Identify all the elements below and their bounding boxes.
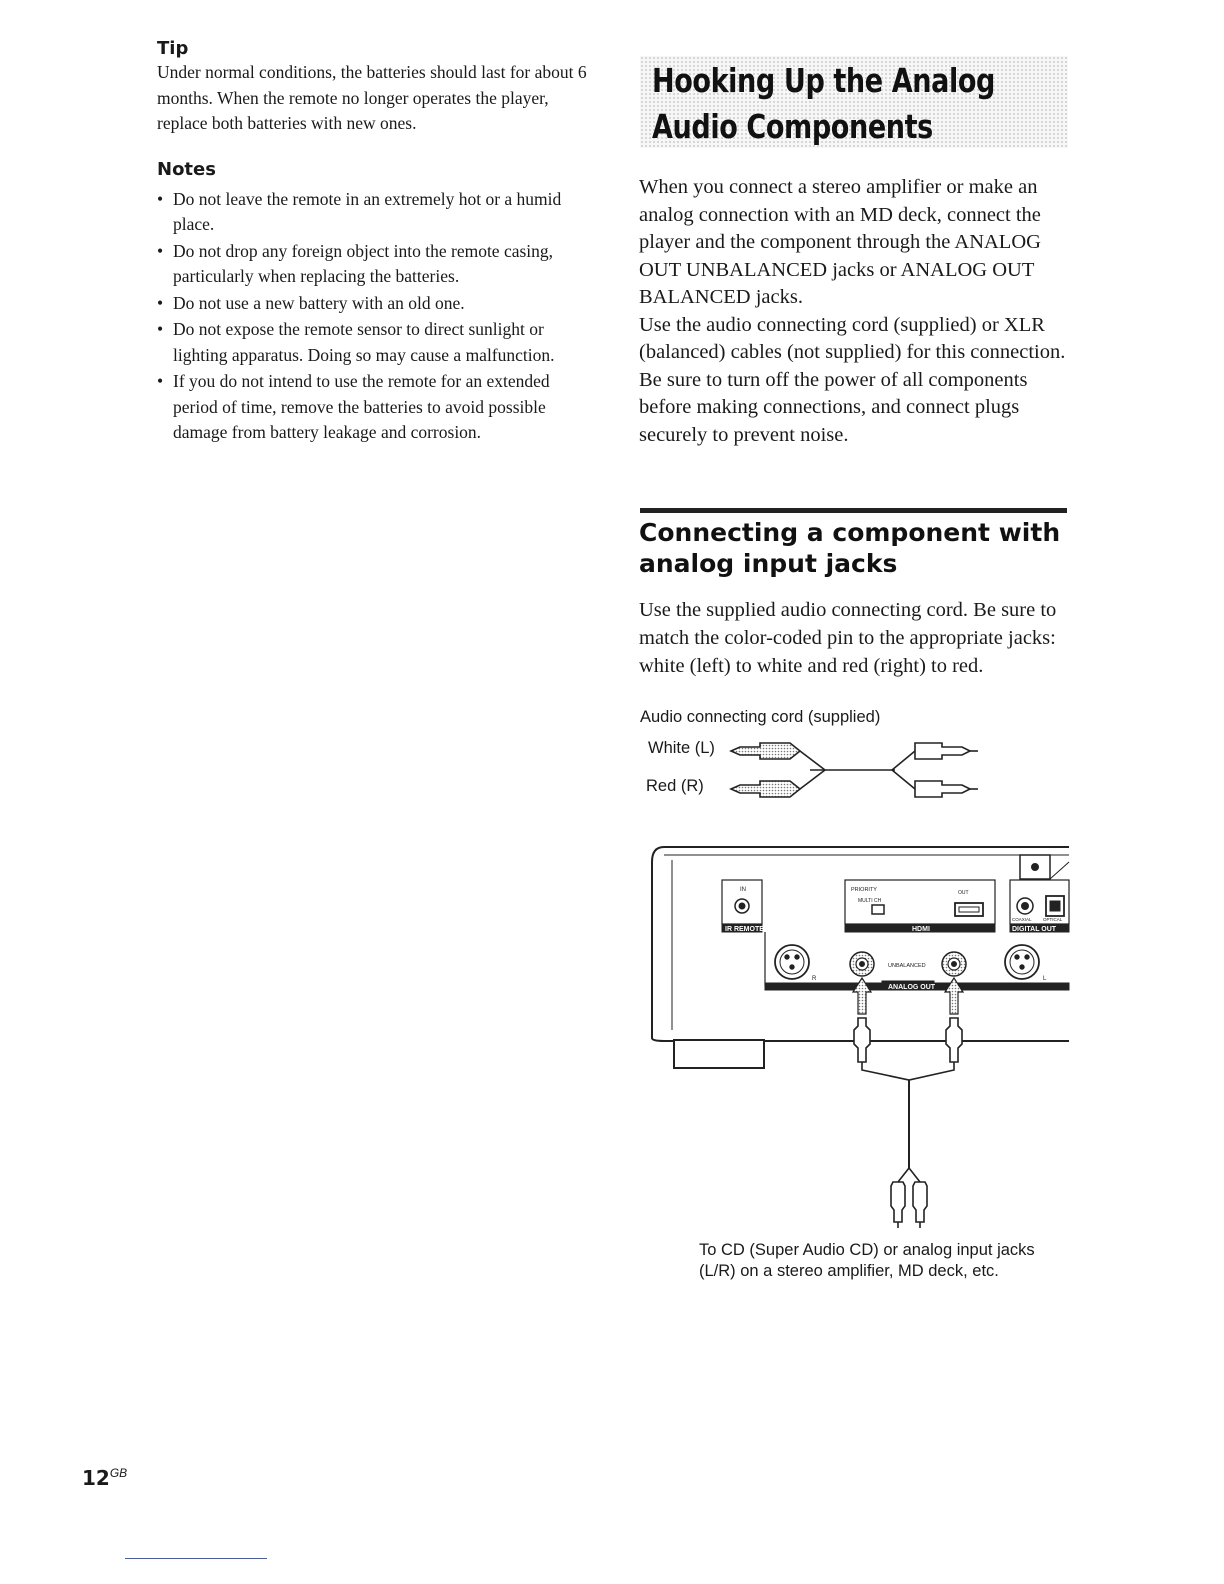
note-item: • Do not leave the remote in an extremely hot or a humid place.: [157, 187, 587, 238]
ir-in-label: IN: [740, 887, 746, 893]
analog-out-block: [765, 932, 1069, 991]
plug-bottom-left-icon: [891, 1182, 905, 1222]
digital-out-block: [1010, 880, 1069, 933]
cable-to-component: [854, 1018, 962, 1228]
left-mark: L: [1043, 976, 1047, 982]
intro-paragraph-3: Be sure to turn off the power of all components before making connections, and connect plugs securely to prevent noise.: [639, 368, 1028, 446]
optical-label: OPTICAL: [1043, 917, 1063, 922]
tip-heading: Tip: [157, 38, 189, 59]
digital-out-label: DIGITAL OUT: [1012, 926, 1057, 933]
tip-text: Under normal conditions, the batteries should last for about 6 months. When the remote no longer operates the player, replace both batteries with new ones.: [157, 62, 587, 133]
page-number-suffix: GB: [109, 1466, 128, 1480]
red-plug-label: Red (R): [646, 777, 704, 795]
analog-out-label: ANALOG OUT: [888, 984, 936, 991]
coaxial-label: COAXIAL: [1012, 917, 1032, 922]
section-heading: Connecting a component with analog input jacks: [639, 518, 1061, 578]
plug-left-icon: [946, 1018, 962, 1062]
unbalanced-label: UNBALANCED: [888, 963, 926, 969]
page-number-value: 12: [82, 1466, 110, 1490]
plug-right-icon: [854, 1018, 870, 1062]
player-foot: [674, 1040, 764, 1068]
title-line-2: Audio Components: [652, 107, 933, 146]
red-plug-right-icon: [915, 781, 978, 797]
page-number: [82, 1466, 127, 1490]
hdmi-block: [845, 880, 995, 933]
ir-remote-label: IR REMOTE: [725, 926, 764, 933]
priority-switch-icon: [872, 905, 884, 914]
right-mark: R: [812, 976, 817, 982]
intro-paragraph-1: When you connect a stereo amplifier or make an analog connection with an MD deck, connect the player and the component through the ANALOG OUT UNBALANCED jacks or ANALOG OUT BALANCED jacks.: [639, 176, 1041, 308]
audio-cord-illustration: [731, 743, 978, 797]
white-plug-label: White (L): [648, 739, 715, 757]
diagram-caption: To CD (Super Audio CD) or analog input jacks (L/R) on a stereo amplifier, MD deck, etc.: [699, 1241, 1035, 1280]
note-item: • Do not drop any foreign object into the remote casing, particularly when replacing the batteries.: [157, 239, 587, 290]
white-plug-right-icon: [915, 743, 978, 759]
white-plug-left-icon: [731, 743, 800, 759]
note-item: • If you do not intend to use the remote for an extended period of time, remove the batteries to avoid possible damage from battery leakage and corrosion.: [157, 369, 587, 446]
ir-remote-jack: [722, 880, 764, 933]
priority-label: PRIORITY: [851, 887, 877, 893]
title-line-1: Hooking Up the Analog: [652, 61, 995, 100]
section-body: Use the supplied audio connecting cord. Be sure to match the color-coded pin to the appropriate jacks: white (left) to white and red (right) to red.: [639, 599, 1057, 677]
intro-paragraph-2: Use the audio connecting cord (supplied) or XLR (balanced) cables (not supplied) for this connection.: [639, 313, 1066, 363]
hdmi-label: HDMI: [912, 926, 930, 933]
hdmi-out-label: OUT: [958, 890, 969, 896]
plug-bottom-right-icon: [913, 1182, 927, 1222]
note-item: • Do not expose the remote sensor to direct sunlight or lighting apparatus. Doing so may cause a malfunction.: [157, 317, 587, 368]
note-item: • Do not use a new battery with an old one.: [157, 291, 587, 317]
footer-rule: [125, 1558, 267, 1559]
notes-heading: Notes: [157, 158, 216, 180]
multi-ch-label: MULTI CH: [858, 898, 882, 904]
cord-label: Audio connecting cord (supplied): [640, 708, 881, 726]
red-plug-left-icon: [731, 781, 800, 797]
